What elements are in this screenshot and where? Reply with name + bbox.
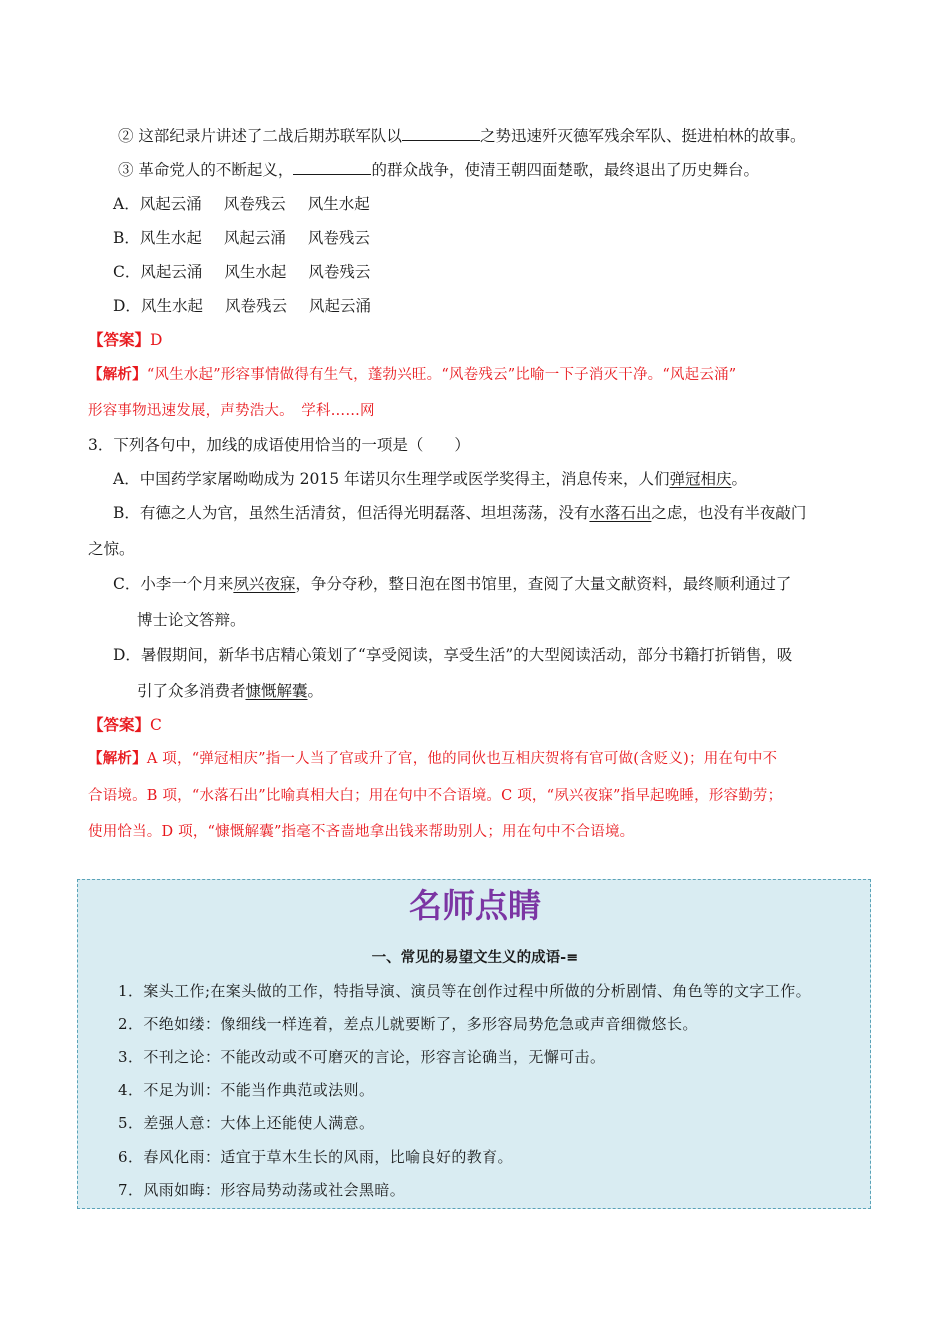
q3-option-d: D．暑假期间，新华书店精心策划了“享受阅读，享受生活”的大型阅读活动，部分书籍打折销售，吸 bbox=[113, 646, 793, 664]
q2-option-a: A．风起云涌 风卷残云 风生水起 bbox=[113, 195, 370, 213]
tip-item: 1．案头工作;在案头做的工作，特指导演、演员等在创作过程中所做的分析剧情、角色等的文字工作。 bbox=[118, 982, 812, 1000]
q2-item-2: ② 这部纪录片讲述了二战后期苏联军队以 之势迅速歼灭德军残余军队、挺进柏林的故事。 bbox=[118, 127, 806, 145]
q3-option-c: C．小李一个月来夙兴夜寐，争分夺秒，整日泡在图书馆里，查阅了大量文献资料，最终顺利通过了 bbox=[113, 575, 792, 593]
tip-box-title: 名师点睛 bbox=[409, 886, 541, 925]
underlined-idiom: 慷慨解囊 bbox=[245, 682, 308, 700]
q2-item-3: ③ 革命党人的不断起义， 的群众战争，使清王朝四面楚歌，最终退出了历史舞台。 bbox=[118, 161, 759, 179]
tip-item: 7．风雨如晦：形容局势动荡或社会黑暗。 bbox=[118, 1181, 406, 1199]
q2-analysis-line-1: 【解析】“风生水起”形容事情做得有生气，蓬勃兴旺。“风卷残云”比喻一下子消灭干净。“风起云涌” bbox=[88, 366, 737, 383]
tip-box-subtitle: 一、常见的易望文生义的成语-≡ bbox=[371, 949, 579, 966]
tip-item: 3．不刊之论：不能改动或不可磨灭的言论，形容言论确当，无懈可击。 bbox=[118, 1048, 606, 1066]
q3-option-d-line-2: 引了众多消费者慷慨解囊。 bbox=[137, 682, 324, 700]
underlined-idiom: 夙兴夜寐 bbox=[233, 575, 296, 593]
tip-item: 2．不绝如缕：像细线一样连着，差点儿就要断了，多形容局势危急或声音细微悠长。 bbox=[118, 1015, 698, 1033]
q2-answer: 【答案】D bbox=[88, 330, 163, 349]
tip-item: 6．春风化雨：适宜于草木生长的风雨，比喻良好的教育。 bbox=[118, 1148, 513, 1166]
q3-analysis-line-3: 使用恰当。D 项，“慷慨解囊”指毫不吝啬地拿出钱来帮助别人；用在句中不合语境。 bbox=[88, 824, 635, 840]
q3-analysis-line-2: 合语境。B 项，“水落石出”比喻真相大白；用在句中不合语境。C 项，“夙兴夜寐”指早起晚睡，形容勤劳； bbox=[88, 788, 783, 804]
q3-option-a: A．中国药学家屠呦呦成为 2015 年诺贝尔生理学或医学奖得主，消息传来，人们弹冠相庆。 bbox=[113, 470, 748, 488]
underlined-idiom: 水落石出 bbox=[589, 504, 652, 522]
q3-option-c-line-2: 博士论文答辩。 bbox=[137, 611, 246, 629]
tip-item: 5．差强人意：大体上还能使人满意。 bbox=[118, 1114, 375, 1132]
q2-option-b: B．风生水起 风起云涌 风卷残云 bbox=[113, 229, 370, 247]
tip-item: 4．不足为训：不能当作典范或法则。 bbox=[118, 1081, 375, 1099]
q3-stem: 3．下列各句中，加线的成语使用恰当的一项是（ ） bbox=[88, 436, 470, 454]
q3-option-b-line-2: 之惊。 bbox=[88, 540, 135, 558]
fill-blank bbox=[293, 159, 371, 175]
fill-blank bbox=[402, 125, 480, 141]
q3-option-b: B．有德之人为官，虽然生活清贫，但活得光明磊落、坦坦荡荡，没有水落石出之虑，也没有半夜敲门 bbox=[113, 504, 807, 522]
q2-analysis-line-2: 形容事物迅速发展，声势浩大。 学科……网 bbox=[88, 403, 375, 419]
underlined-idiom: 弹冠相庆 bbox=[669, 470, 732, 488]
q2-option-d: D．风生水起 风卷残云 风起云涌 bbox=[113, 297, 371, 315]
q3-answer: 【答案】C bbox=[88, 715, 162, 734]
q2-option-c: C．风起云涌 风生水起 风卷残云 bbox=[113, 263, 371, 281]
q3-analysis-line-1: 【解析】A 项，“弹冠相庆”指一人当了官或升了官，他的同伙也互相庆贺将有官可做(含贬义)；用在句中不 bbox=[88, 750, 778, 767]
